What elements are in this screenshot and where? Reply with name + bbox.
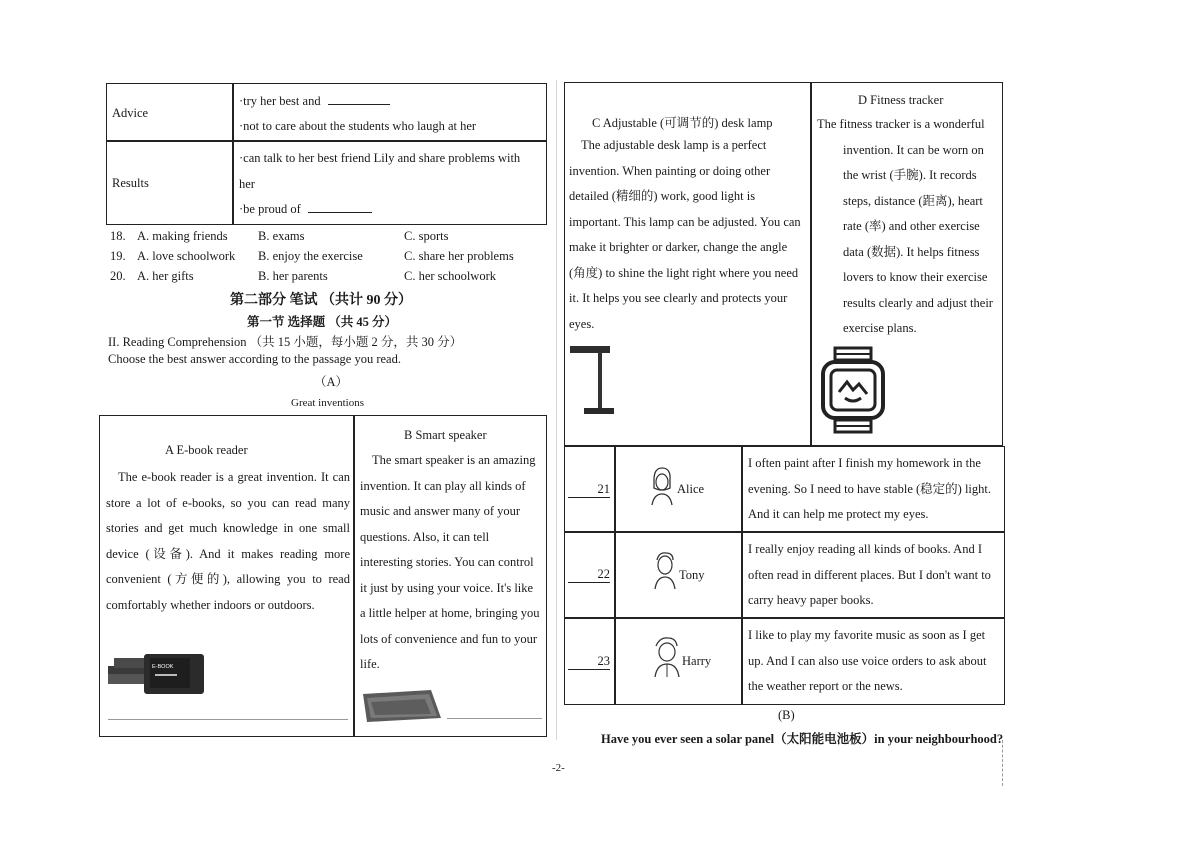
table-divider	[564, 531, 1005, 533]
harry-avatar-icon	[652, 636, 682, 678]
option-b[interactable]: B. exams	[258, 229, 305, 243]
smart-speaker-illustration	[361, 688, 443, 726]
ebook-label: E-BOOK	[152, 664, 174, 670]
answer-blank-21[interactable]: 21	[568, 482, 610, 498]
card-d-title: D Fitness tracker	[858, 93, 944, 107]
desk-lamp-illustration	[570, 342, 618, 416]
question-number: 20.	[110, 269, 126, 283]
passage-b-first-line: Have you ever seen a solar panel（太阳能电池板）in your neighbourhood?	[601, 732, 1004, 746]
passage-a-label: （A）	[314, 375, 349, 389]
table-advice-line: ·try her best and	[239, 94, 390, 109]
table-results-line: ·can talk to her best friend Lily and share problems with	[239, 151, 521, 165]
card-c-title: C Adjustable (可调节的) desk lamp	[592, 116, 773, 130]
option-c[interactable]: C. share her problems	[404, 249, 514, 263]
option-c[interactable]: C. her schoolwork	[404, 269, 496, 283]
answer-blank-22[interactable]: 22	[568, 567, 610, 583]
person-text-23: I like to play my favorite music as soon as I get up. And I can also use voice orders to ask about the weather report or the news.	[748, 628, 987, 693]
section1-title: 第一节 选择题 （共 45 分）	[247, 315, 398, 329]
alice-avatar-icon	[648, 466, 676, 506]
table-results-line: ·be proud of	[239, 202, 372, 217]
decorative-line	[108, 719, 348, 720]
option-b[interactable]: B. enjoy the exercise	[258, 249, 363, 263]
answer-blank[interactable]	[328, 104, 390, 105]
question-number: 19.	[110, 249, 126, 263]
answer-blank[interactable]	[308, 212, 372, 213]
person-text-21: I often paint after I finish my homework in the evening. So I need to have stable (稳定的) light. And it can help me protect my eyes.	[748, 456, 991, 521]
decorative-line	[447, 718, 542, 719]
table-divider	[232, 83, 234, 225]
page-fold-line	[556, 80, 557, 740]
ebook-reader-illustration	[108, 652, 208, 696]
instruction: Choose the best answer according to the passage you read.	[108, 352, 401, 366]
card-d-text: The fitness tracker is a wonderful invention. It can be worn on the wrist (手腕). It records steps, distance (距离), heart rate (率) and other exercise data (数据). It helps fitness lovers to know their exercise results clearly and adjust their exercise plans.	[817, 117, 993, 335]
card-a-title: A E-book reader	[165, 443, 248, 457]
table-divider	[614, 446, 616, 705]
option-a[interactable]: A. making friends	[137, 229, 228, 243]
table-divider	[564, 617, 1005, 619]
table-results-line: her	[239, 177, 255, 191]
option-b[interactable]: B. her parents	[258, 269, 328, 283]
question-number: 18.	[110, 229, 126, 243]
card-a-text: The e-book reader is a great invention. It can store a lot of e-books, so you can read many stories and get much knowledge in one small device (设备). And it makes reading more convenient (方便的), allowing you to read comfortably whether indoors or outdoors.	[106, 470, 350, 612]
fitness-tracker-illustration	[819, 346, 887, 436]
page-number: -2-	[552, 762, 565, 774]
answer-blank-23[interactable]: 23	[568, 654, 610, 670]
card-c-text: The adjustable desk lamp is a perfect invention. When painting or doing other detailed (精细的) work, good light is important. This lamp can be adjusted. You can make it brighter or darker, change the angle (角度) to shine the light right where you need it. It helps you see clearly and protects your eyes.	[569, 138, 801, 331]
table-advice-line: ·not to care about the students who laugh at her	[239, 119, 477, 133]
table-label-results: Results	[112, 176, 149, 190]
person-name-harry: Harry	[682, 654, 712, 668]
option-c[interactable]: C. sports	[404, 229, 449, 243]
table-divider	[741, 446, 743, 705]
inventions-title: Great inventions	[291, 397, 365, 409]
card-b-text: The smart speaker is an amazing invention. It can play all kinds of music and answer many of your questions. Also, it can tell interesting stories. You can control it just by using your voice. It's like a little helper at home, bringing you lots of convenience and fun to your life.	[360, 453, 540, 671]
person-name-alice: Alice	[677, 482, 705, 496]
tony-avatar-icon	[652, 550, 678, 590]
scan-edge-mark	[1002, 740, 1004, 786]
part2-title: 第二部分 笔试 （共计 90 分）	[230, 293, 412, 308]
passage-b-label: (B)	[778, 708, 795, 722]
option-a[interactable]: A. her gifts	[137, 269, 194, 283]
card-divider	[810, 82, 812, 446]
reading-title: II. Reading Comprehension （共 15 小题，每小题 2 分，共 30 分）	[108, 335, 463, 349]
table-label-advice: Advice	[112, 106, 149, 120]
person-name-tony: Tony	[679, 568, 705, 582]
table-divider	[106, 140, 547, 142]
card-divider	[353, 415, 355, 737]
card-b-title: B Smart speaker	[404, 428, 487, 442]
person-text-22: I really enjoy reading all kinds of books. And I often read in different places. But I don't want to carry heavy paper books.	[748, 542, 991, 607]
option-a[interactable]: A. love schoolwork	[137, 249, 236, 263]
